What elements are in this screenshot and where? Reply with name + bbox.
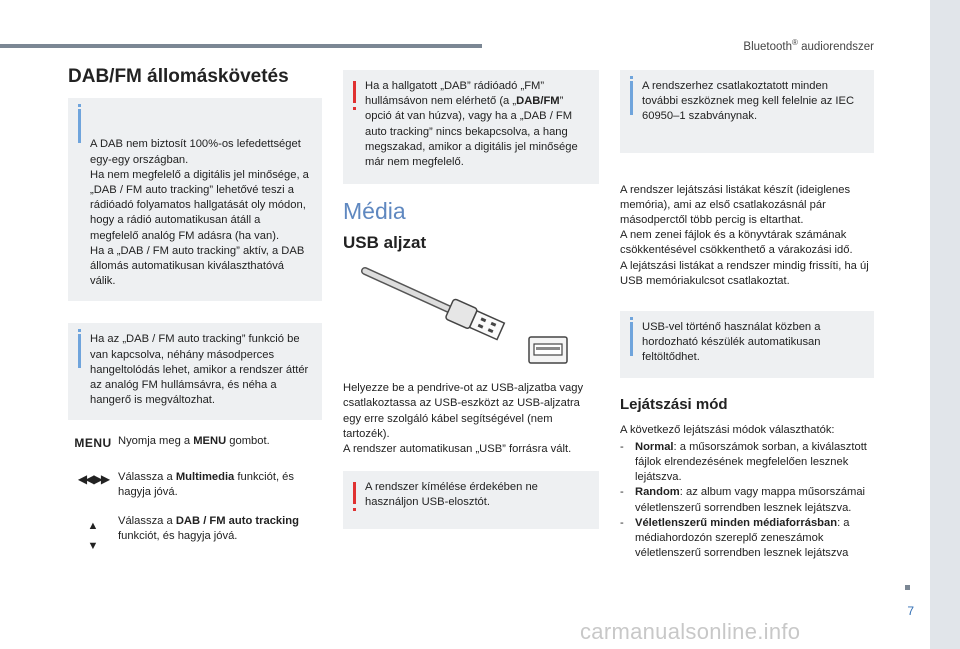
warning-box-usb-hub: A rendszer kímélése érdekében ne használjon USB-elosztót. bbox=[343, 471, 599, 528]
page-side-strip bbox=[930, 0, 960, 649]
warning-box-dab-fm: Ha a hallgatott „DAB” rádióadó „FM” hullámsávon nem elérhető (a „DAB/FM” opció át van húzva), vagy ha a „DAB / FM auto tracking” nincs bekapcsolva, a hang megszakad, amikor a digitális jel minősége már nem megfelelő. bbox=[343, 70, 599, 184]
dab-fm-heading: DAB/FM állomáskövetés bbox=[68, 66, 289, 87]
top-rule bbox=[0, 44, 482, 48]
media-section-title: Média bbox=[343, 198, 406, 225]
column-3 bbox=[620, 70, 874, 561]
step-text: Válassza a Multimedia funkciót, és hagyja jóvá. bbox=[118, 470, 294, 498]
usb-plug-icon bbox=[343, 263, 599, 373]
usb-heading: USB aljzat bbox=[343, 233, 427, 253]
info-icon bbox=[630, 81, 633, 115]
list-item: - Véletlenszerű minden médiaforrásban: a médiahordozón szereplő zeneszámok véletlenszerű sorrendben lesznek lejátszva bbox=[620, 516, 874, 562]
info-icon bbox=[78, 334, 81, 368]
running-header: Bluetooth® audiorendszer bbox=[743, 38, 874, 53]
step-multimedia bbox=[68, 470, 322, 500]
warning-icon bbox=[353, 482, 356, 504]
info-icon bbox=[630, 322, 633, 356]
list-item: - Random: az album vagy mappa műsorszámai véletlenszerű sorrendben lesznek lejátszva. bbox=[620, 485, 874, 515]
step-text: Nyomja meg a MENU gombot. bbox=[118, 435, 270, 448]
step-menu bbox=[68, 434, 322, 451]
up-down-arrows-icon: ▲ ▼ bbox=[87, 520, 99, 553]
play-mode-list bbox=[620, 440, 874, 562]
usb-illustration bbox=[343, 263, 599, 373]
info-box-dab-coverage: A DAB nem biztosít 100%-os lefedettséget egy-egy országban. Ha nem megfelelő a digitális jel minősége, a „DAB / FM auto tracking” lehetővé teszi a rádióadó folyamatos hallgatását oly módon, hogy a rádió automatikusan átáll a megfelelő analóg FM adásra (ha van). Ha a „DAB / FM auto tracking” aktív, a DAB állomás automatikusan kiválaszthatóvá válik. bbox=[68, 98, 322, 301]
step-text: Válassza a DAB / FM auto tracking funkciót, és hagyja jóvá. bbox=[118, 515, 299, 543]
column-2 bbox=[343, 70, 599, 543]
watermark: carmanualsonline.info bbox=[580, 619, 801, 644]
step-auto-tracking bbox=[68, 514, 322, 556]
page-marker bbox=[905, 585, 910, 590]
page-number: 7 bbox=[907, 604, 914, 618]
warning-icon bbox=[353, 81, 356, 103]
menu-button-icon: MENU bbox=[74, 436, 112, 451]
info-box-iec: A rendszerhez csatlakoztatott minden további eszköznek meg kell felelnie az IEC 60950–1 szabványnak. bbox=[620, 70, 874, 153]
info-box-auto-tracking: Ha az „DAB / FM auto tracking” funkció be van kapcsolva, néhány másodperces hangeltolódás lehet, amikor a rendszer áttér az analóg FM hullámsávra, és néha a hangerő is megváltozhat. bbox=[68, 323, 322, 420]
info-icon bbox=[78, 109, 81, 143]
usb-body-text: Helyezze be a pendrive-ot az USB-aljzatba vagy csatlakoztassa az USB-eszközt az USB-aljzatra egy erre szolgáló kábel segítségével (nem tartozék). A rendszer automatikusan „USB” forrásra vált. bbox=[343, 382, 584, 456]
column-1 bbox=[68, 66, 322, 570]
play-mode-intro: A következő lejátszási módok választhatók: bbox=[620, 423, 835, 436]
left-right-arrows-icon: ◀◀ ▶▶ bbox=[77, 471, 109, 486]
playlist-body-text: A rendszer lejátszási listákat készít (ideiglenes memória), ami az első csatlakozásnál pár másodperctől több percig is eltarthat. A nem zenei fájlok és a könyvtárak számának csökkentésével csökkenthető a várakozási idő. A lejátszási listákat a rendszer mindig frissíti, ha új USB memóriakulcsot csatlakoztat. bbox=[620, 183, 869, 287]
list-item: - Normal: a műsorszámok sorban, a kiválasztott fájlok elrendezésének megfelelően lesznek lejátszva. bbox=[620, 440, 874, 486]
info-box-charging: USB-vel történő használat közben a hordozható készülék automatikusan feltöltődhet. bbox=[620, 311, 874, 378]
play-mode-heading: Lejátszási mód bbox=[620, 395, 728, 413]
